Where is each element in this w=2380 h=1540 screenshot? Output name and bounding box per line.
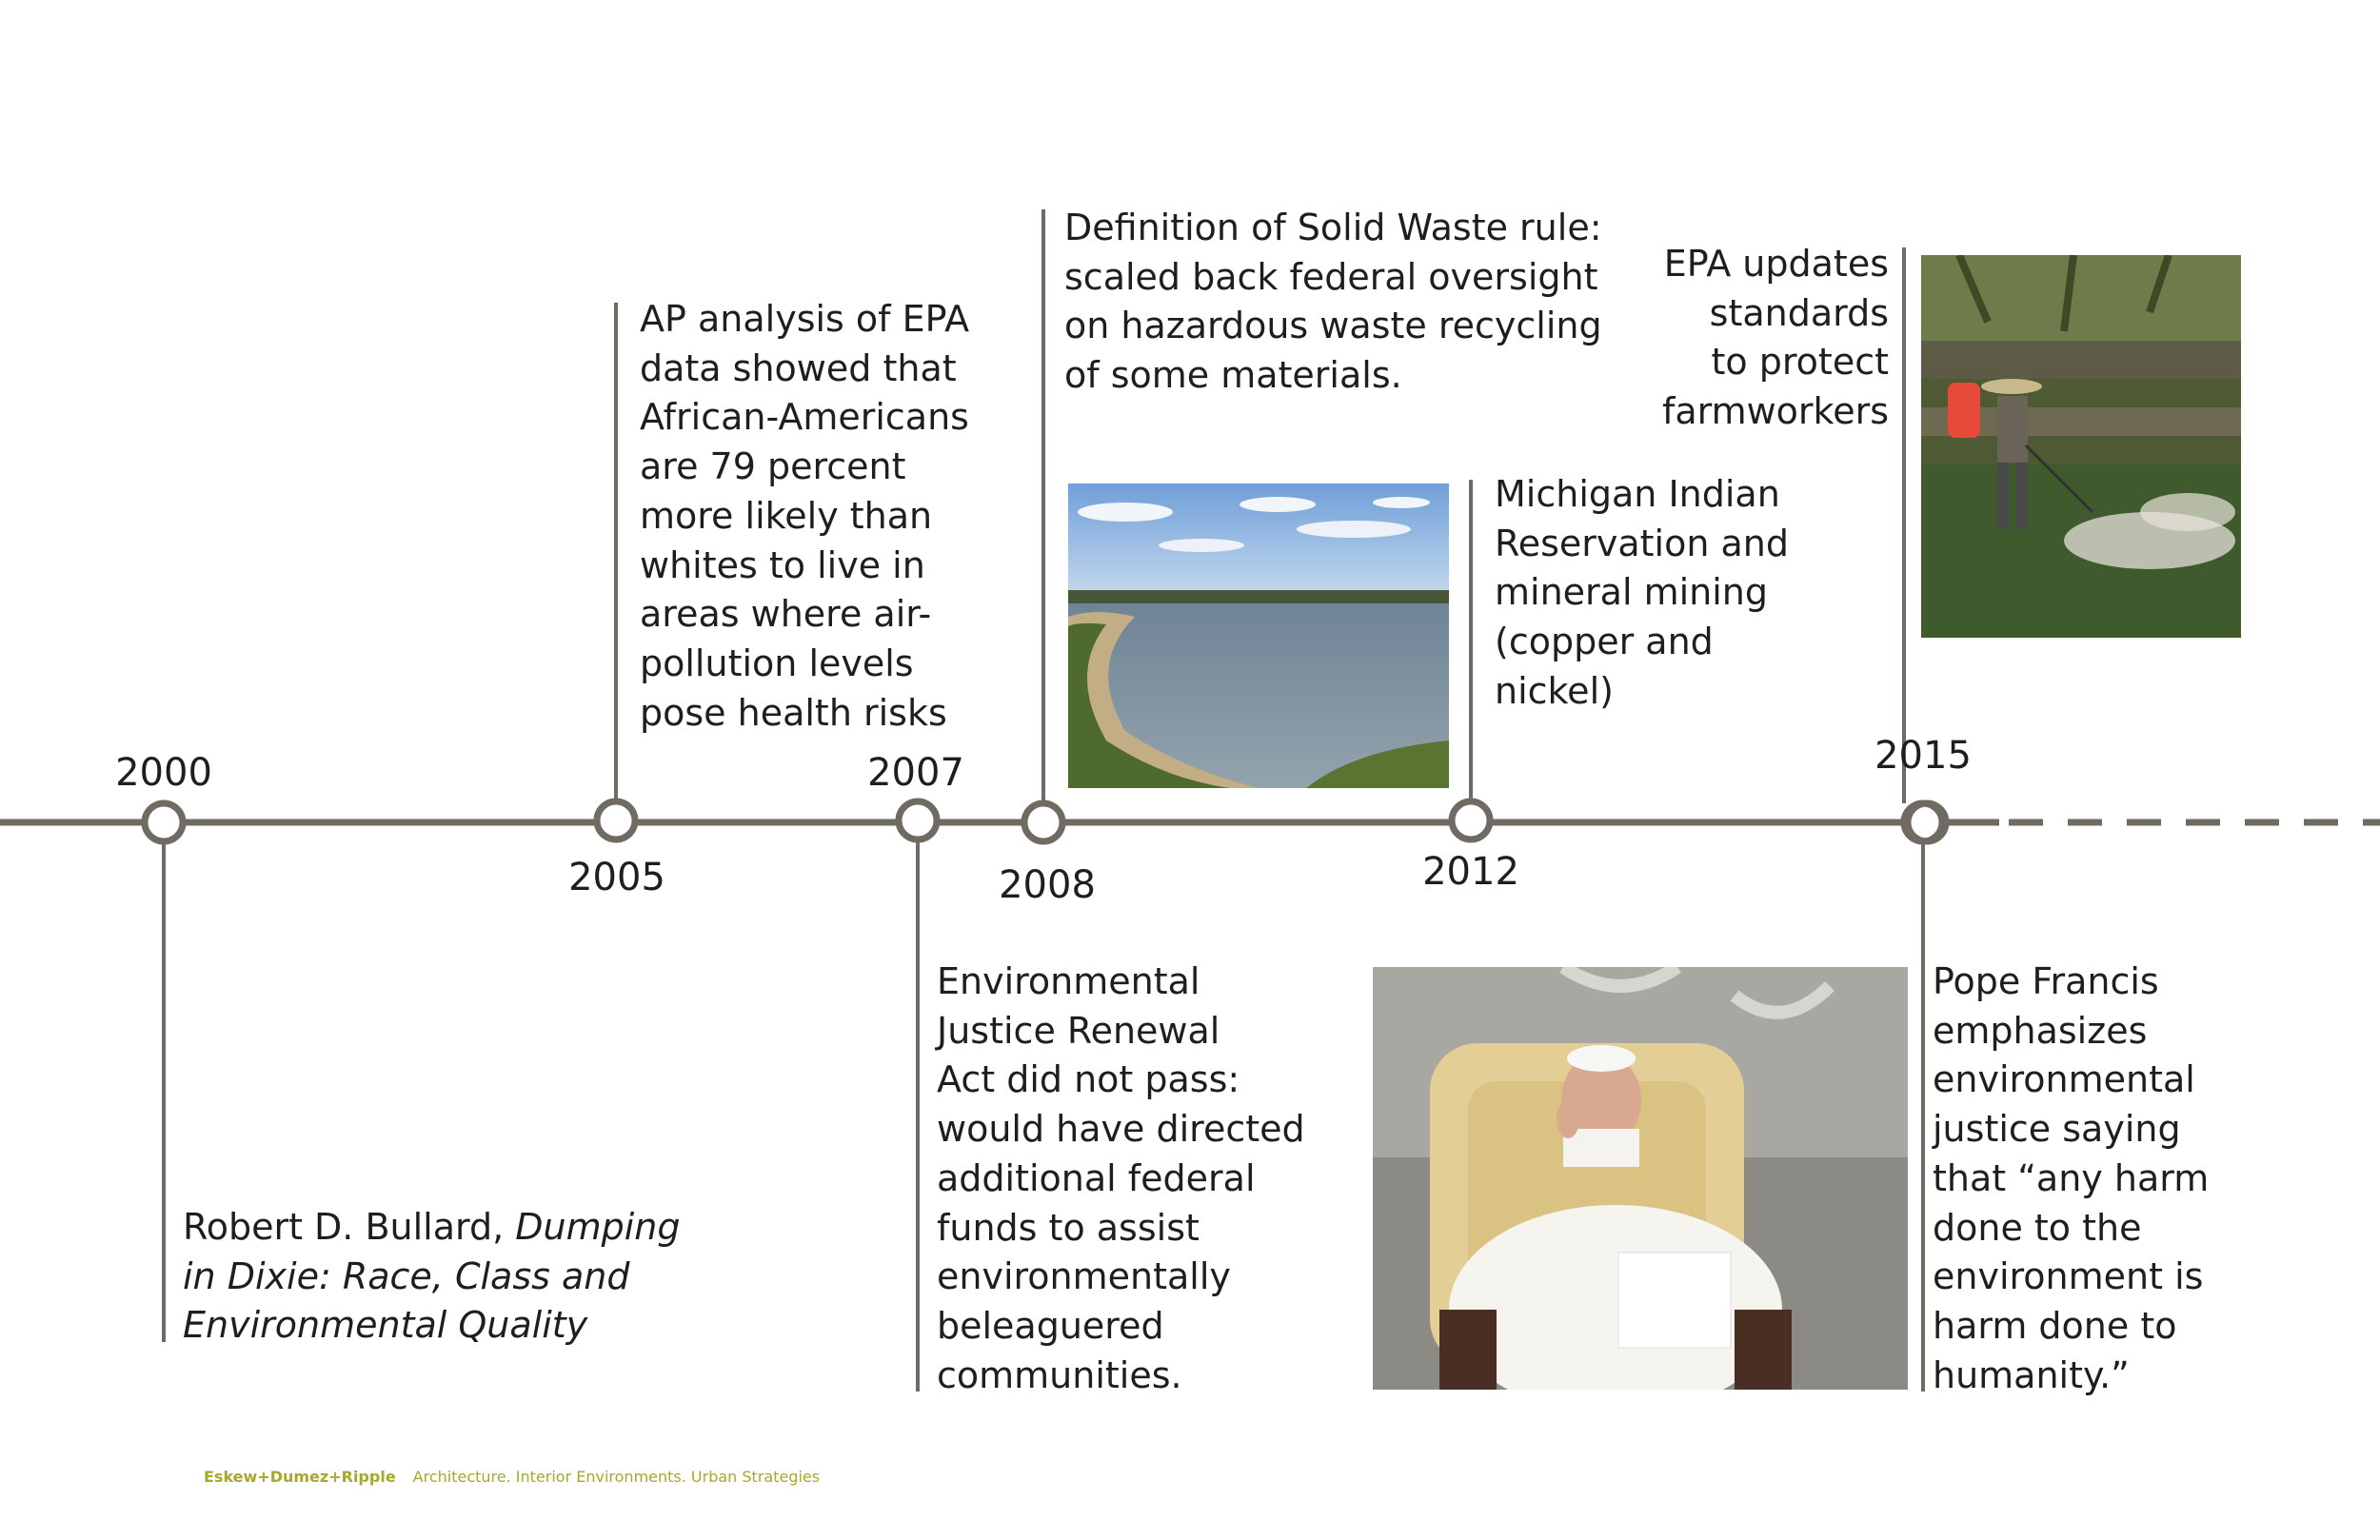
event-line: emphasizes [1933, 1009, 2148, 1052]
book-title-part: Dumping [515, 1206, 681, 1248]
event-line: environmentally [937, 1255, 1231, 1298]
event-line: environmental [1933, 1058, 2195, 1101]
event-line: Definition of Solid Waste rule: [1064, 207, 1602, 248]
event-2015-epa-text [1599, 240, 1889, 437]
event-line: AP analysis of EPA [640, 298, 970, 340]
event-line: additional federal [937, 1156, 1256, 1199]
event-line: funds to assist [937, 1206, 1200, 1249]
event-line: that “any harm [1933, 1156, 2210, 1199]
node-2007 [899, 801, 937, 839]
connector-2005 [614, 303, 618, 801]
event-line: harm done to [1933, 1304, 2177, 1347]
event-line: Pope Francis [1933, 960, 2159, 1002]
connector-2015b [1921, 841, 1925, 1392]
event-line: areas where air- [640, 593, 932, 636]
event-line: on hazardous waste recycling [1064, 305, 1602, 347]
event-line: (copper and [1495, 621, 1714, 663]
event-line: humanity.” [1933, 1353, 2130, 1396]
event-line: are 79 percent [640, 445, 906, 488]
event-2015-pope-text [1933, 958, 2209, 1400]
connector-2000 [162, 841, 166, 1342]
node-2012 [1452, 801, 1490, 839]
year-2005: 2005 [568, 856, 665, 899]
event-line: nickel) [1495, 669, 1614, 712]
connector-2007 [916, 839, 920, 1392]
event-line: justice saying [1933, 1108, 2181, 1151]
node-2000 [145, 803, 183, 841]
author: Robert D. Bullard, [183, 1206, 516, 1248]
event-line: farmworkers [1661, 390, 1889, 433]
event-line: Michigan Indian [1495, 473, 1780, 515]
year-2015: 2015 [1874, 734, 1972, 778]
event-line: African-Americans [640, 396, 969, 439]
event-line: Justice Renewal [937, 1009, 1220, 1052]
event-line: communities. [937, 1353, 1182, 1396]
brand-name: Eskew+Dumez+Ripple [204, 1468, 396, 1486]
node-2008 [1024, 803, 1062, 841]
pope-francis-photo [1373, 967, 1908, 1390]
event-line: Environmental [937, 960, 1200, 1002]
connector-2012 [1469, 480, 1473, 801]
event-2012-text [1495, 470, 1789, 717]
event-line: more likely than [640, 494, 933, 537]
event-2000-text [183, 1203, 681, 1351]
event-line: mineral mining [1495, 571, 1769, 614]
farmworker-photo [1921, 255, 2241, 638]
event-line: pollution levels [640, 642, 914, 684]
shoreline-photo [1068, 484, 1449, 788]
event-line: of some materials. [1064, 354, 1402, 397]
year-2007: 2007 [867, 751, 964, 795]
event-line: whites to live in [640, 543, 925, 586]
event-line: standards [1709, 291, 1889, 334]
event-line: data showed that [640, 346, 957, 389]
event-line: would have directed [937, 1108, 1305, 1151]
event-line: pose health risks [640, 691, 947, 734]
footer [204, 1468, 820, 1486]
book-title-line: Environmental Quality [183, 1304, 588, 1347]
year-2012: 2012 [1422, 850, 1519, 894]
event-line: Act did not pass: [937, 1058, 1240, 1101]
event-line: done to the [1933, 1206, 2142, 1249]
book-title-line: in Dixie: Race, Class and [183, 1254, 630, 1297]
year-2008: 2008 [999, 863, 1096, 907]
year-2000: 2000 [115, 751, 212, 795]
connector-2008 [1041, 209, 1045, 803]
node-2005 [597, 801, 635, 839]
event-2008-text [1064, 204, 1602, 401]
connector-2015a [1902, 247, 1906, 803]
event-line: scaled back federal oversight [1064, 255, 1598, 298]
event-line: beleaguered [937, 1304, 1164, 1347]
event-2007-text [937, 958, 1305, 1400]
event-2005-text [640, 295, 969, 738]
event-line: environment is [1933, 1255, 2204, 1298]
event-line: to protect [1711, 341, 1889, 384]
event-line: EPA updates [1663, 243, 1889, 285]
event-line: Reservation and [1495, 522, 1790, 564]
brand-tagline: Architecture. Interior Environments. Urban Strategies [412, 1468, 821, 1486]
